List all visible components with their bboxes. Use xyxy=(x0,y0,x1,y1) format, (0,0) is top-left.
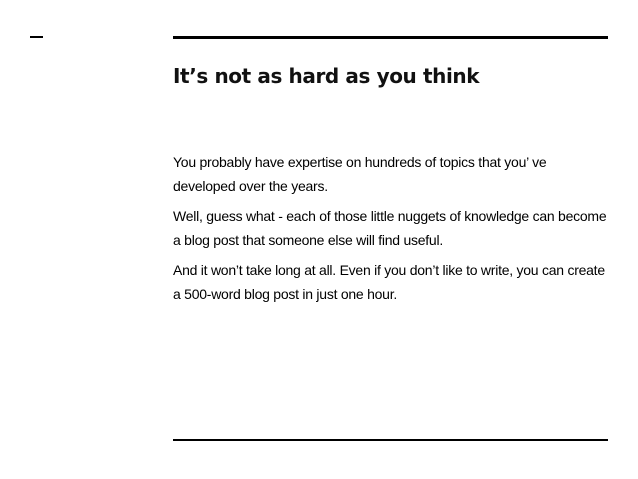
corner-dash-mark xyxy=(30,36,43,38)
top-divider-rule xyxy=(173,36,608,39)
slide-body xyxy=(173,150,609,312)
body-paragraph-3: And it won’t take long at all. Even if you don’t like to write, you can create a 500-word blog post in just one hour. xyxy=(173,262,605,302)
body-paragraph-2: Well, guess what - each of those little nuggets of knowledge can become a blog post that someone else will find useful. xyxy=(173,208,607,248)
body-paragraph-1: You probably have expertise on hundreds of topics that you’ ve developed over the years. xyxy=(173,154,547,194)
bottom-divider-rule xyxy=(173,439,608,441)
slide-title: It’s not as hard as you think xyxy=(173,64,480,88)
